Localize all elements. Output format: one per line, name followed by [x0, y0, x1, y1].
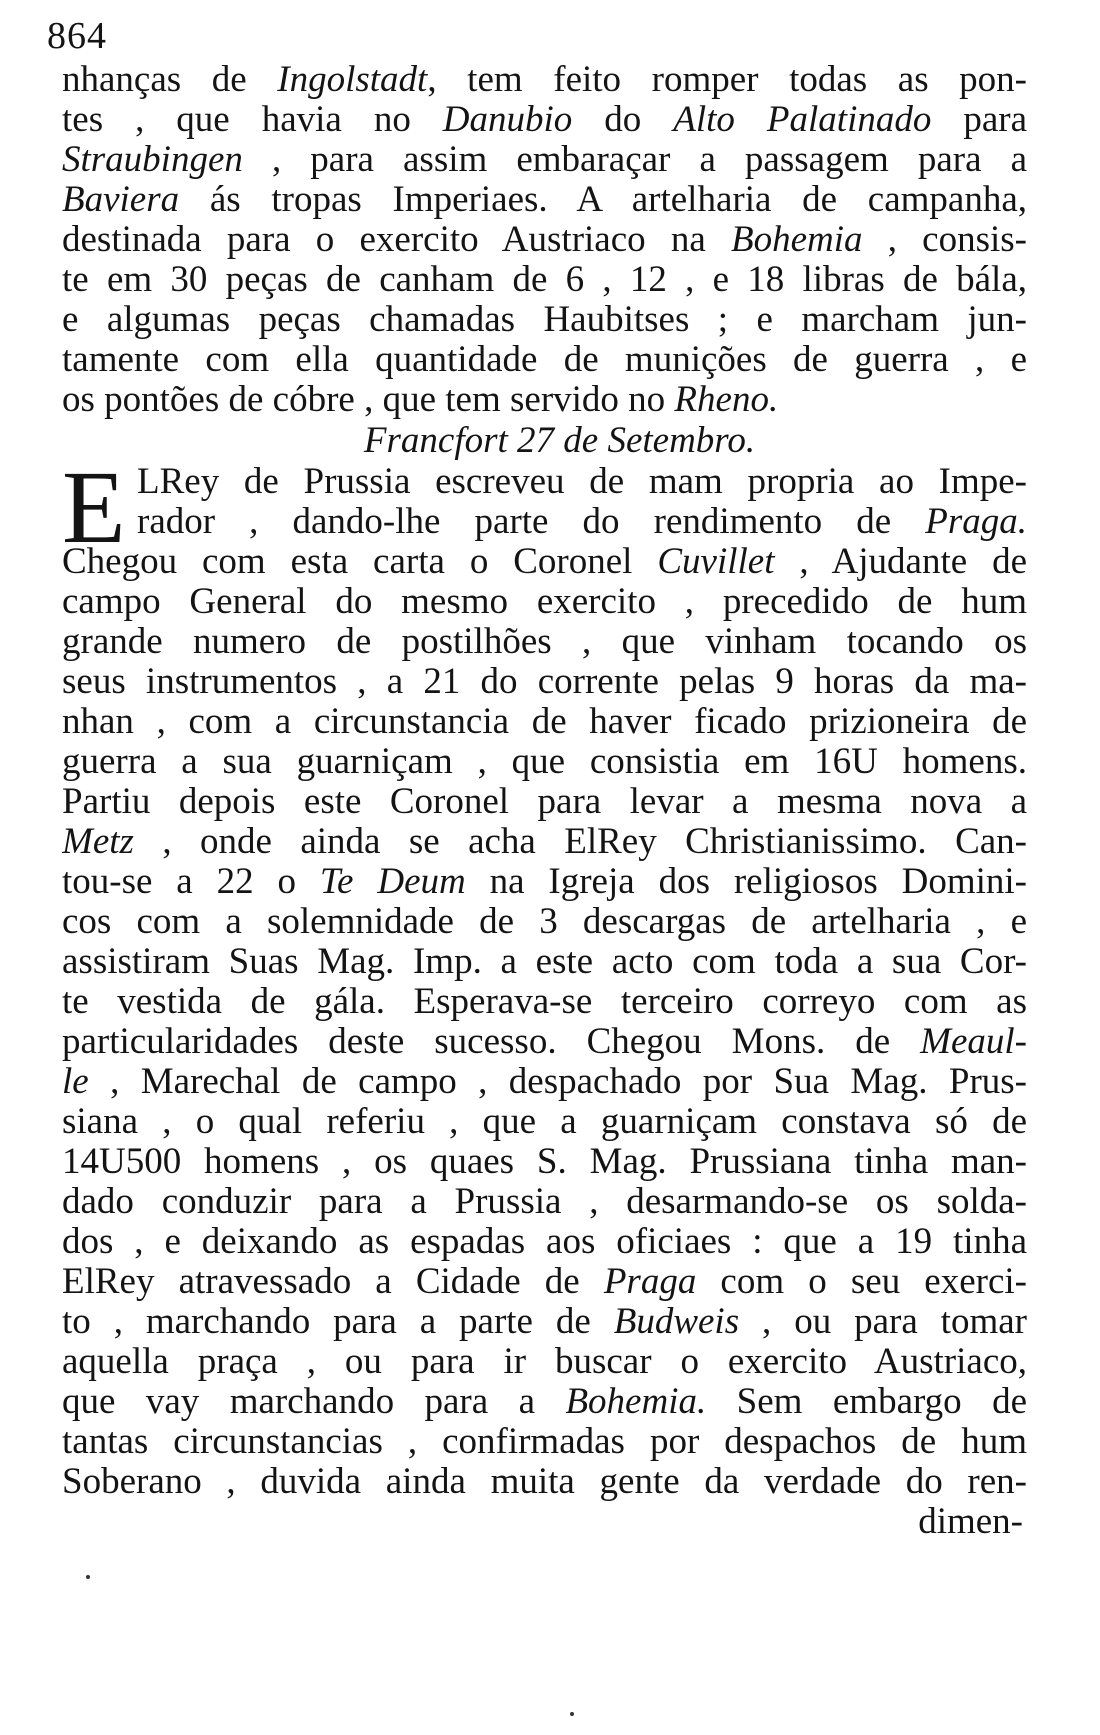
text-run: particularidades deste sucesso. Chegou Mons. de — [62, 1022, 921, 1062]
italic-text: le — [62, 1062, 89, 1102]
text-line — [62, 1302, 1027, 1342]
text-run: , ou para tomar — [739, 1302, 1027, 1342]
text-run: Sem embargo de — [706, 1382, 1027, 1422]
paragraph-artillery — [62, 60, 1027, 420]
text-run: , onde ainda se acha ElRey Christianissimo. Can- — [133, 822, 1027, 862]
dateline-heading: Francfort 27 de Setembro. — [363, 420, 756, 461]
text-run: rador , dando-lhe parte do rendimento de — [137, 502, 926, 542]
text-line — [62, 1142, 1027, 1182]
italic-text: Alto Palatinado — [673, 100, 932, 140]
text-run: , consis- — [862, 220, 1027, 260]
text-run: grande numero de postilhões , que vinham tocando os — [62, 622, 1027, 662]
text-line — [62, 1342, 1027, 1382]
italic-text: Bohemia. — [565, 1382, 707, 1422]
paragraph-frankfurt — [62, 450, 1027, 1502]
text-line — [62, 942, 1027, 982]
text-line — [62, 1102, 1027, 1142]
text-run: para — [931, 100, 1027, 140]
text-line — [62, 1262, 1027, 1302]
text-line — [62, 622, 1027, 662]
text-run: , para assim embaraçar a passagem para a — [242, 140, 1027, 180]
text-run: 14U500 homens , os quaes S. Mag. Prussiana tinha man- — [62, 1142, 1027, 1182]
text-line — [62, 1422, 1027, 1462]
text-run: com o seu exerci- — [696, 1262, 1027, 1302]
text-line — [62, 502, 1027, 542]
text-run: siana , o qual referiu , que a guarniçam constava só de — [62, 1102, 1027, 1142]
text-run: tantas circunstancias , confirmadas por despachos de hum — [62, 1422, 1027, 1462]
text-line — [62, 180, 1027, 220]
text-run: LRey de Prussia escreveu de mam propria ao Impe- — [137, 462, 1027, 502]
text-run: seus instrumentos , a 21 do corrente pelas 9 horas da ma- — [62, 662, 1027, 702]
text-run: , Ajudante de — [774, 542, 1027, 582]
print-speck — [86, 1575, 90, 1579]
text-run: guerra a sua guarniçam , que consistia em 16U homens. — [62, 742, 1027, 782]
text-line — [62, 1462, 1027, 1502]
drop-cap: E — [62, 450, 126, 565]
text-run: que vay marchando para a — [62, 1382, 566, 1422]
paragraph-frankfurt-lines — [62, 450, 1027, 1502]
text-line — [62, 140, 1027, 180]
text-line — [62, 1062, 1027, 1102]
text-run: , tem feito romper todas as pon- — [427, 60, 1027, 100]
text-line — [62, 742, 1027, 782]
italic-text: Bohemia — [730, 220, 863, 260]
text-line — [62, 260, 1027, 300]
text-run: , Marechal de campo , despachado por Sua Mag. Prus- — [88, 1062, 1027, 1102]
text-line — [62, 782, 1027, 822]
italic-text: Cuvillet — [657, 542, 775, 582]
italic-text: Baviera — [62, 180, 180, 220]
italic-text: Straubingen — [62, 140, 243, 180]
text-run: campo General do mesmo exercito , precedido de hum — [62, 582, 1027, 622]
text-line — [62, 582, 1027, 622]
text-run: dos , e deixando as espadas aos oficiaes : que a 19 tinha — [62, 1222, 1027, 1262]
text-run: tamente com ella quantidade de munições de guerra , e — [62, 340, 1027, 380]
text-run: Chegou com esta carta o Coronel — [62, 542, 658, 582]
print-speck — [570, 1712, 574, 1716]
text-run: destinada para o exercito Austriaco na — [62, 220, 731, 260]
text-line — [62, 340, 1027, 380]
text-line — [62, 60, 1027, 100]
text-run: te vestida de gála. Esperava-se terceiro correyo com as — [62, 982, 1027, 1022]
text-line — [62, 1022, 1027, 1062]
page-number: 864 — [47, 15, 107, 57]
italic-text: Praga — [603, 1262, 697, 1302]
italic-text: Ingolstadt — [277, 60, 428, 100]
text-line — [62, 1182, 1027, 1222]
text-line — [62, 1222, 1027, 1262]
text-body — [62, 60, 1027, 1542]
text-line — [62, 822, 1027, 862]
text-run: cos com a solemnidade de 3 descargas de artelharia , e — [62, 902, 1027, 942]
text-line — [62, 702, 1027, 742]
text-line — [62, 380, 1027, 420]
italic-text: Meaul- — [920, 1022, 1027, 1062]
text-run: na Igreja dos religiosos Domini- — [465, 862, 1027, 902]
text-run: Soberano , duvida ainda muita gente da verdade do ren- — [62, 1462, 1027, 1502]
text-run: nhan , com a circunstancia de haver ficado prizioneira de — [62, 702, 1027, 742]
text-run: ElRey atravessado a Cidade de — [62, 1262, 604, 1302]
text-line — [62, 220, 1027, 260]
text-run: do — [572, 100, 674, 140]
text-line — [62, 982, 1027, 1022]
italic-text: Metz — [62, 822, 134, 862]
text-run: ás tropas Imperiaes. A artelharia de campanha, — [179, 180, 1027, 220]
text-line — [62, 662, 1027, 702]
text-line — [62, 862, 1027, 902]
text-run: te em 30 peças de canham de 6 , 12 , e 18 libras de bála, — [62, 260, 1027, 300]
text-line — [62, 462, 1027, 502]
text-run: e algumas peças chamadas Haubitses ; e marcham jun- — [62, 300, 1027, 340]
italic-text: Danubio — [442, 100, 573, 140]
text-run: dado conduzir para a Prussia , desarmando-se os solda- — [62, 1182, 1027, 1222]
text-line — [62, 542, 1027, 582]
text-line — [62, 300, 1027, 340]
italic-text: Budweis — [613, 1302, 740, 1342]
italic-text: Rheno. — [674, 380, 779, 420]
text-run: tou-se a 22 o — [62, 862, 320, 902]
text-line — [62, 1382, 1027, 1422]
text-run: os pontões de cóbre , que tem servido no — [62, 380, 675, 420]
italic-text: Praga. — [925, 502, 1027, 542]
text-run: to , marchando para a parte de — [62, 1302, 614, 1342]
text-run: Partiu depois este Coronel para levar a mesma nova a — [62, 782, 1027, 822]
text-run: aquella praça , ou para ir buscar o exercito Austriaco, — [62, 1342, 1027, 1382]
text-run: assistiram Suas Mag. Imp. a este acto com toda a sua Cor- — [62, 942, 1027, 982]
catchword: dimen- — [918, 1501, 1023, 1542]
text-line — [62, 100, 1027, 140]
text-line — [62, 902, 1027, 942]
text-run: nhanças de — [62, 60, 278, 100]
italic-text: Te Deum — [319, 862, 466, 902]
text-run: tes , que havia no — [62, 100, 443, 140]
